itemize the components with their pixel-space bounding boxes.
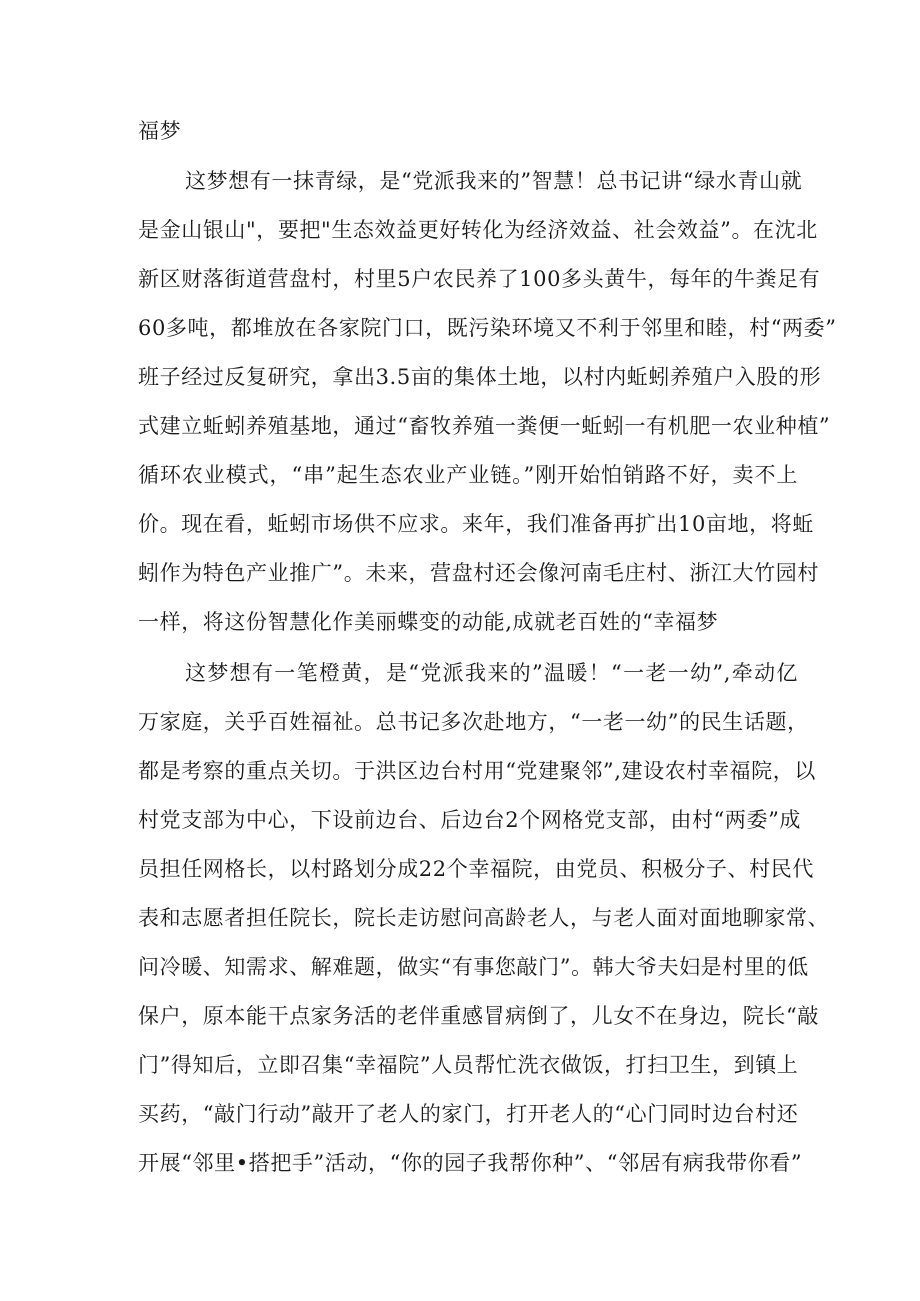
- text-line: 一样，将这份智慧化作美丽蝶变的动能,成就老百姓的“幸福梦: [138, 610, 719, 634]
- text-line: 价。现在看，蚯蚓市场供不应求。来年，我们准备再扩出10亩地，将蚯: [138, 512, 814, 536]
- text-line: 新区财落街道营盘村，村里5户农民养了100多头黄牛，每年的牛粪足有: [138, 267, 821, 291]
- text-line: 这梦想有一抹青绿，是“党派我来的”智慧！总书记讲“绿水青山就: [185, 169, 803, 193]
- text-line: 60多吨，都堆放在各家院门口，既污染环境又不利于邻里和睦，村“两委”: [138, 316, 837, 340]
- text-line: 买药，“敲门行动”敲开了老人的家门，打开老人的“心门同时边台村还: [138, 1102, 799, 1126]
- text-line: 问冷暖、知需求、解难题，做实“有事您敲门”。韩大爷夫妇是村里的低: [138, 955, 809, 979]
- text-line: 循环农业模式，“串”起生态农业产业链。”刚开始怕销路不好，卖不上: [138, 463, 798, 487]
- text-line: 村党支部为中心，下设前边台、后边台2个网格党支部，由村“两委”成: [138, 808, 802, 832]
- text-line: 式建立蚯蚓养殖基地，通过“畜牧养殖一粪便一蚯蚓一有机肥一农业种植”: [138, 414, 831, 438]
- text-line: 开展“邻里•搭把手”活动，“你的园子我帮你种”、“邻居有病我带你看”: [138, 1151, 803, 1175]
- text-line: 是金山银山"，要把"生态效益更好转化为经济效益、社会效益”。在沈北: [138, 218, 818, 242]
- text-line: 班子经过反复研究，拿出3.5亩的集体土地，以村内蚯蚓养殖户入股的形: [138, 365, 822, 389]
- text-line: 保户，原本能干点家务活的老伴重感冒病倒了，儿女不在身边，院长“敲: [138, 1004, 819, 1028]
- text-line: 门”得知后，立即召集“幸福院”人员帮忙洗衣做饭，打扫卫生，到镇上: [138, 1053, 799, 1077]
- text-line: 万家庭，关乎百姓福祉。总书记多次赴地方，“一老一幼”的民生话题，: [138, 710, 809, 734]
- text-line: 表和志愿者担任院长，院长走访慰问高龄老人，与老人面对面地聊家常、: [138, 906, 830, 930]
- text-line: 这梦想有一笔橙黄，是“党派我来的”温暖！“一老一幼”,牵动亿: [185, 661, 798, 685]
- text-line: 福梦: [138, 119, 182, 143]
- text-line: 员担任网格长，以村路划分成22个幸福院，由党员、积极分子、村民代: [138, 857, 814, 881]
- text-line: 都是考察的重点关切。于洪区边台村用“党建聚邻”,建设农村幸福院，以: [138, 759, 816, 783]
- text-line: 蚓作为特色产业推广”。未来，营盘村还会像河南毛庄村、浙江大竹园村: [138, 561, 819, 585]
